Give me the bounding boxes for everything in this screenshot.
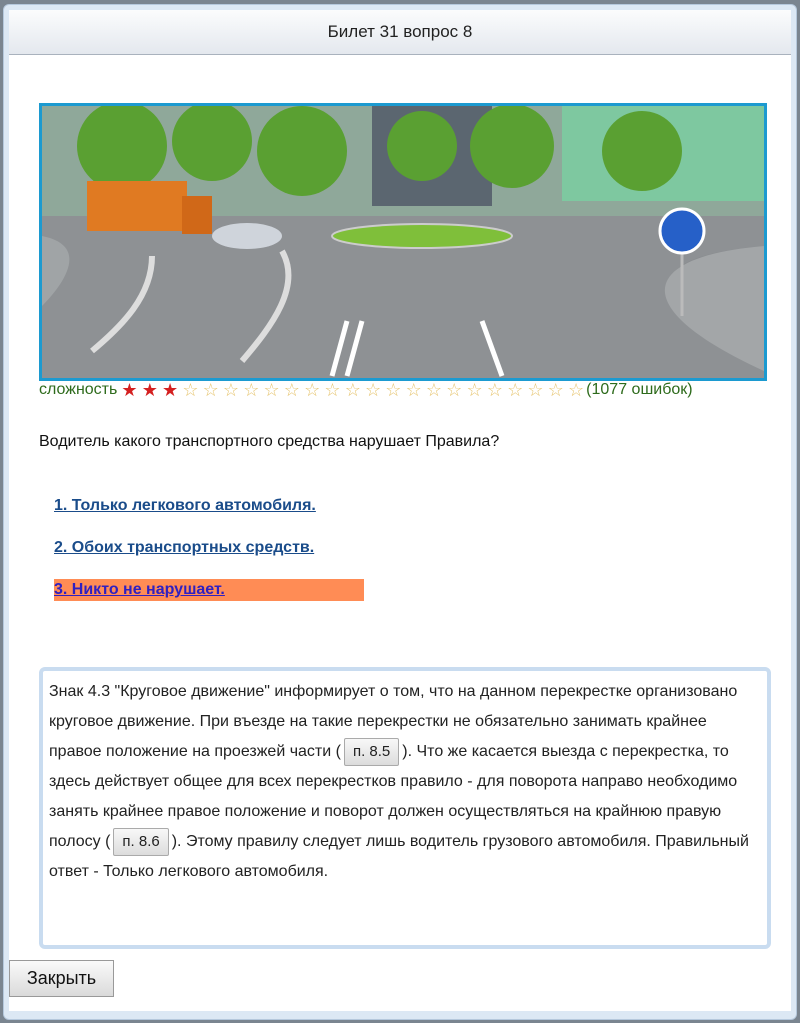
question-dialog <box>3 4 797 1020</box>
rule-ref-8-6-button[interactable]: п. 8.6 <box>113 828 168 856</box>
star-empty-icon: ☆ <box>344 380 361 400</box>
difficulty-label: сложность <box>39 381 118 398</box>
star-empty-icon: ☆ <box>263 380 280 400</box>
dialog-content <box>9 55 791 1011</box>
star-empty-icon: ☆ <box>364 380 382 400</box>
rule-ref-8-5-button[interactable]: п. 8.5 <box>344 738 399 766</box>
star-empty-icon: ☆ <box>547 380 564 400</box>
dialog-title: Билет 31 вопрос 8 <box>9 10 791 55</box>
star-empty-icon: ☆ <box>324 380 341 400</box>
explanation-text-3: ). Этому правилу следует лишь водитель грузового автомобиля. Правильный ответ - Только легкового автомобиля. <box>49 833 749 880</box>
answer-option-1[interactable]: 1. Только легкового автомобиля. <box>54 497 316 514</box>
difficulty-rating <box>39 381 693 399</box>
close-button[interactable]: Закрыть <box>9 960 114 997</box>
answer-option-2[interactable]: 2. Обоих транспортных средств. <box>54 539 315 556</box>
star-filled-icon: ★ <box>121 380 138 400</box>
error-count: (1077 ошибок) <box>586 381 693 398</box>
star-empty-icon: ☆ <box>405 380 422 400</box>
star-empty-icon: ☆ <box>202 380 219 400</box>
answer-list <box>54 495 364 621</box>
star-empty-icon: ☆ <box>425 380 443 400</box>
question-image <box>39 103 767 381</box>
star-filled-icon: ★ <box>141 380 158 400</box>
answer-option-3[interactable]: 3. Никто не нарушает. <box>54 579 364 601</box>
star-empty-icon: ☆ <box>507 380 524 400</box>
explanation-text-2: ). Что же касается выезда с перекрестка, то здесь действует общее для всех перекрестков правило - для поворота направо необходимо занять крайнее правое положение и поворот должен осуществляться на крайнюю правую полосу ( <box>49 743 738 850</box>
difficulty-stars <box>119 381 586 399</box>
explanation-text-1: Знак 4.3 "Круговое движение" информирует о том, что на данном перекрестке организовано круговое движение. При въезде на такие перекрестки не обязательно занимать крайнее правое положение на проезжей части ( <box>49 683 738 760</box>
star-empty-icon: ☆ <box>243 380 260 400</box>
star-empty-icon: ☆ <box>283 380 300 400</box>
star-empty-icon: ☆ <box>527 380 544 400</box>
star-empty-icon: ☆ <box>466 380 483 400</box>
question-text: Водитель какого транспортного средства нарушает Правила? <box>39 433 500 450</box>
star-empty-icon: ☆ <box>182 380 199 400</box>
star-filled-icon: ★ <box>162 380 179 400</box>
star-empty-icon: ☆ <box>222 380 240 400</box>
star-empty-icon: ☆ <box>567 380 585 400</box>
explanation-box <box>39 667 771 949</box>
star-empty-icon: ☆ <box>446 380 463 400</box>
star-empty-icon: ☆ <box>304 380 321 400</box>
star-empty-icon: ☆ <box>486 380 503 400</box>
star-empty-icon: ☆ <box>385 380 402 400</box>
